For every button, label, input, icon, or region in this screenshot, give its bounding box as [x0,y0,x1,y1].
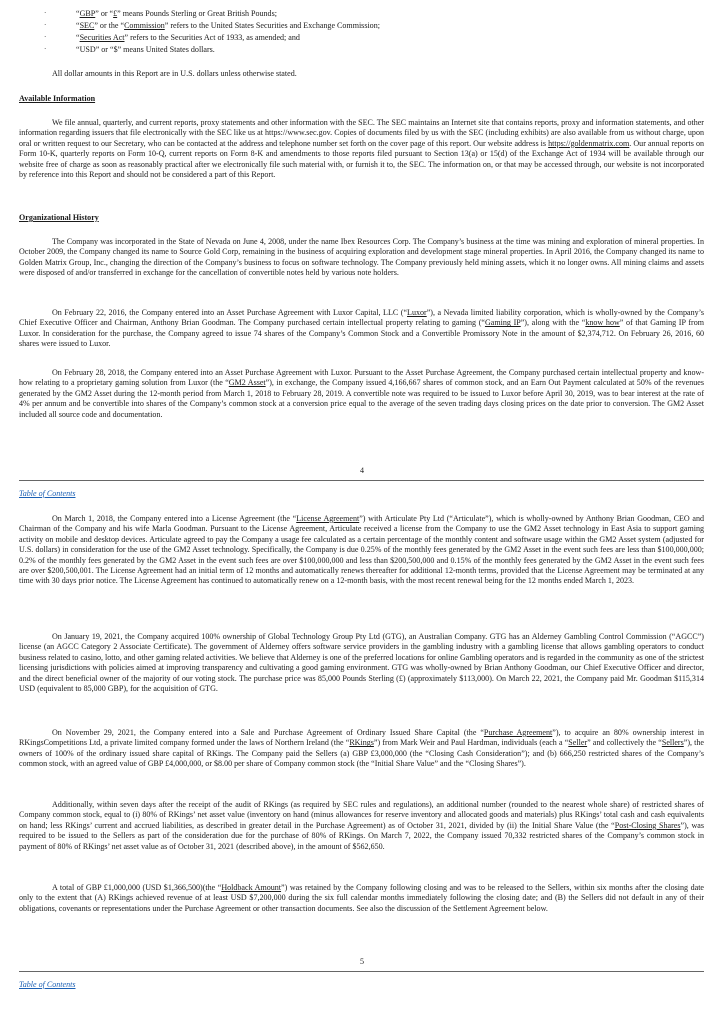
usd-note: All dollar amounts in this Report are in U.S. dollars unless otherwise stated. [52,69,297,78]
available-information-paragraph: We file annual, quarterly, and current reports, proxy statements and other information with the SEC. The SEC maintains an Internet site that contains reports, proxy and information statements, and other information regarding issuers that file electronically with the SEC like us at https://www.sec.gov. Copies of documents filed by us with the SEC (including exhibits) are also available from us without charge, upon oral or written request to our Secretary, who can be contacted at the address and telephone number set forth on the cover page of this report. Our website address is https://goldenmatrix.com. Our annual reports on Form 10-K, quarterly reports on Form 10-Q, current reports on Form 8-K and amendments to those reports filed pursuant to Section 13(a) or 15(d) of the Exchange Act of 1934 will be available through our website free of charge as soon as reasonably practical after we electronically file such material with, or furnish it to, the SEC. The information on, or that may be accessed through, our website is not incorporated by reference into this Report and should not be considered a part of this Report. [19,118,704,180]
license-agreement-paragraph: On March 1, 2018, the Company entered into a License Agreement (the “License Agreement”) with Articulate Pty Ltd (“Articulate”), which is wholly-owned by Anthony Brian Goodman, CEO and Chairman of the Company and his wife Marla Goodman. Pursuant to the License Agreement, Articulate received a license from the Company to use the GM2 Asset technology in East Asia to support gaming activity on mobile and desktop devices. Articulate agreed to pay the Company a usage fee calculated as a certain percentage of the monthly content and software usage within the GM2 Asset system (adjusted for U.S. dollars) in consideration for the use of the GM2 Asset technology. Specifically, the Company is due 0.25% of the monthly fees generated by the GM2 Asset in the event such fees are less than $100,000,000; 0.2% of the monthly fees generated by the GM2 Asset in the event such fees are over $100,000,000 and less than $200,500,000 and 0.15% of the monthly fees generated by the GM2 Asset in the event such fees are over $200,500,001. The License Agreement had an initial term of 12 months and automatically renews thereafter for additional 12-month terms, provided that the License Agreement may be terminated at any time with 30 days prior notice. The License Agreement has continued to automatically renew on a 12-month basis, with the most recent renewal being for the 12 months ended March 1, 2023. [19,514,704,586]
holdback-amount-paragraph: A total of GBP £1,000,000 (USD $1,366,500)(the “Holdback Amount”) was retained by the Company following closing and was to be released to the Sellers, within six months after the closing date only to the extent that (A) RKings achieved revenue of at least USD $7,200,000 during the six full calendar months immediately following the closing date; and (B) the Sellers did not default in any of their obligations, covenants or representations under the Purchase Agreement or other transaction documents. See also the discussion of the Settlement Agreement below. [19,883,704,913]
table-of-contents-link[interactable]: Table of Contents [19,980,76,989]
page-number: 4 [359,466,365,475]
page-number: 5 [359,957,365,966]
page-divider [19,971,704,972]
rkings-purchase-paragraph: On November 29, 2021, the Company entered into a Sale and Purchase Agreement of Ordinary Issued Share Capital (the “Purchase Agreement”), to acquire an 80% ownership interest in RKingsCompetitions Ltd, a private limited company formed under the laws of Northern Ireland (the “RKings”) from Mark Weir and Paul Hardman, individuals (each a “Seller” and collectively the “Sellers”), the owners of 100% of the ordinary issued share capital of RKings. The Company paid the Sellers (a) GBP £3,000,000 (the “Closing Cash Consideration”); and (b) 666,250 restricted shares of the Company’s common stock, with an agreed value of GBP £4,000,000, or $8.00 per share of Company common stock (the “Initial Share Value” and the “Closing Shares”). [19,728,705,769]
bullet: · [44,9,47,17]
post-closing-shares-paragraph: Additionally, within seven days after the receipt of the audit of RKings (as required by SEC rules and regulations), an additional number (rounded to the nearest whole share) of restricted shares of Company common stock, equal to (i) 80% of RKings’ net asset value (inventory on hand (minus allowances for reserve inventory and allocated goods and materials) plus RKings’ total cash and cash equivalents on hand; less RKings’ current and accrued liabilities, as described in greater detail in the Purchase Agreement) as of October 31, 2021, divided by (ii) the Initial Share Value (the “Post-Closing Shares”), was required to be issued to the Sellers as part of the consideration due for the purchase of 80% of RKings. On March 7, 2022, the Company issued 70,332 restricted shares of the Company’s common stock in payment of 80% of RKings’ net asset value as of October 31, 2021 (described above), in the amount of $562,650. [19,800,704,851]
bullet: · [44,44,47,53]
available-information-heading: Available Information [19,94,96,103]
organizational-history-heading: Organizational History [19,213,99,222]
definition-usd: · “USD” or “$” means United States dollars. [44,44,215,54]
definitions-list [44,8,644,56]
definition-securities-act: · “Securities Act” refers to the Securities Act of 1933, as amended; and [44,32,300,42]
website-link[interactable]: https://goldenmatrix.com [548,138,630,148]
gtg-acquisition-paragraph: On January 19, 2021, the Company acquired 100% ownership of Global Technology Group Pty Ltd (GTG), an Australian Company. GTG has an Alderney Gambling Control Commission (“AGCC”) license (an AGCC Category 2 Associate Certificate). The government of Alderney offers software service providers in the gambling industry with a gambling license that allows gambling operators to conduct business related to casino, lotto, and other gaming related activities. We believe that Alderney is one of the preferred locations for online Gambling operators and is regarded in the community as one of the strictest licensing jurisdictions with policies aimed at improving transparency and cultivating a good gaming environment. GTG was wholly-owned by Brian Anthony Goodman, our Chief Executive Officer and director, and the direct beneficial owner of the majority of our voting stock. The purchase price was 85,000 Pounds Sterling (£) (approximately $113,000). On March 22, 2021, the Company paid Mr. Goodman $115,314 USD (equivalent to 85,000 GBP), for the acquisition of GTG. [19,632,704,694]
org-history-paragraph-3: On February 28, 2018, the Company entered into an Asset Purchase Agreement with Luxor. Pursuant to the Asset Purchase Agreement, the Company purchased certain intellectual property and know-how relating to a proprietary gaming solution from Luxor (the “GM2 Asset”), in exchange, the Company issued 4,166,667 shares of common stock, and an Earn Out Payment calculated at 50% of the revenues generated by the GM2 Asset during the 12-month period from March 1, 2018 to February 28, 2019. A convertible note was required to be issued to Luxor before April 30, 2019, was to bear interest at the rate of 4% per annum and be convertible into shares of the Company’s common stock at a conversion price equal to the average of the seven trading days closing prices on the date prior to conversion. The GM2 Asset included all source code and documentation. [19,368,704,419]
org-history-paragraph-1: The Company was incorporated in the State of Nevada on June 4, 2008, under the name Ibex Resources Corp. The Company’s business at the time was mining and exploration of mineral properties. In October 2009, the Company changed its name to Source Gold Corp, remaining in the business of acquiring exploration and development stage mineral properties. In April 2016, the Company changed its name to Golden Matrix Group, Inc., changing the direction of the Company’s business to focus on software technology. The Company previously held mining assets, which it no longer owns. All mining claims and assets were disposed of and/or transferred in exchange for the cancellation of convertible notes held by various note holders. [19,237,704,278]
bullet: · [44,20,47,29]
definition-gbp: · “GBP” or “£” means Pounds Sterling or Great British Pounds; [44,9,277,18]
definition-sec: · “SEC” or the “Commission” refers to the United States Securities and Exchange Commission; [44,20,380,30]
table-of-contents-link[interactable]: Table of Contents [19,489,76,498]
org-history-paragraph-2: On February 22, 2016, the Company entered into an Asset Purchase Agreement with Luxor Capital, LLC (“Luxor”), a Nevada limited liability corporation, which is wholly-owned by the Company’s Chief Executive Officer and Chairman, Anthony Brian Goodman. The Company purchased certain intellectual property relating to gaming (“Gaming IP”), along with the “know how” of that Gaming IP from Luxor. In consideration for the purchase, the Company agreed to issue 74 shares of the Company’s Common Stock and a Convertible Promissory Note in the amount of $2,374,712. On February 26, 2016, 60 shares were issued to Luxor. [19,308,705,349]
page-divider [19,480,704,481]
bullet: · [44,32,47,41]
